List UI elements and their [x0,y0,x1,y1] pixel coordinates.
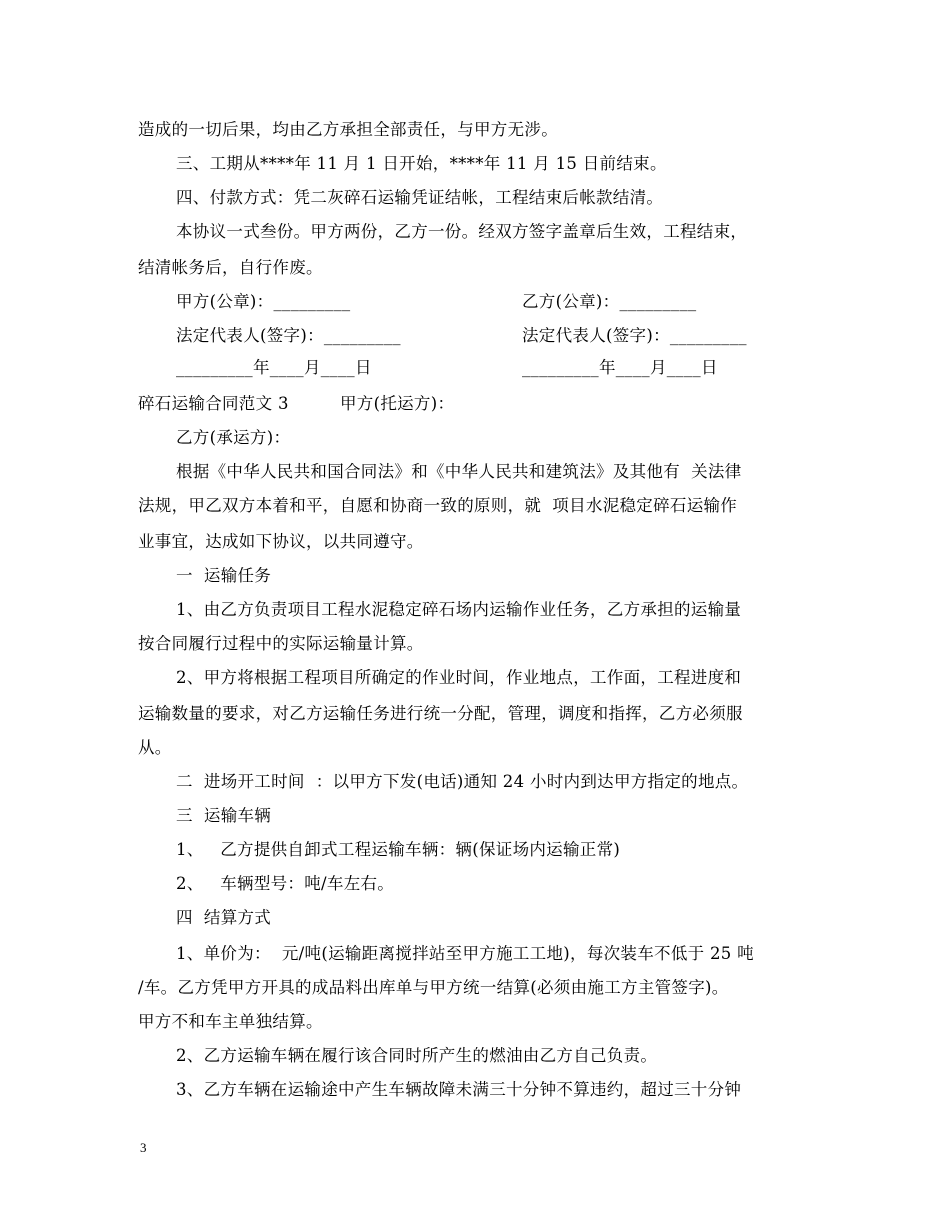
text-line: 本协议一式叁份。甲方两份，乙方一份。经双方签字盖章后生效，工程结束， [176,222,748,241]
text-line: 2、甲方将根据工程项目所确定的作业时间，作业地点，工作面，工程进度和 [176,668,742,687]
text-line: 运输数量的要求，对乙方运输任务进行统一分配，管理，调度和指挥，乙方必须服 [138,704,743,723]
party-a-date: _________年____月____日 [176,358,372,377]
section-heading: 二 进场开工时间 ：以甲方下发(电话)通知 24 小时内到达甲方指定的地点。 [176,772,749,791]
text-line: 结清帐务后，自行作废。 [138,258,323,277]
text-line: 3、乙方车辆在运输途中产生车辆故障未满三十分钟不算违约，超过三十分钟 [176,1080,742,1099]
text-line: 1、 乙方提供自卸式工程运输车辆：辆(保证场内运输正常) [176,840,621,859]
text-line: 从。 [138,738,172,757]
text-line: 造成的一切后果，均由乙方承担全部责任，与甲方无涉。 [138,120,558,139]
party-a-label: 甲方(托运方)： [340,394,455,413]
party-b-date: _________年____月____日 [522,358,718,377]
text-line: 2、乙方运输车辆在履行该合同时所产生的燃油由乙方自己负责。 [176,1046,658,1065]
party-b-seal: 乙方(公章)：_________ [522,292,697,311]
text-line: 四、付款方式：凭二灰碎石运输凭证结帐，工程结束后帐款结清。 [176,188,664,207]
section-heading: 一 运输任务 [176,566,272,585]
text-line: 法规，甲乙双方本着和平，自愿和协商一致的原则，就 项目水泥稳定碎石运输作 [138,496,738,515]
party-a-seal: 甲方(公章)：_________ [176,292,351,311]
section-title: 碎石运输合同范文 3 [138,394,289,413]
page-number: 3 [140,1140,147,1155]
text-line: 三、工期从****年 11 月 1 日开始，****年 11 月 15 日前结束。 [176,154,667,173]
section-heading: 四 结算方式 [176,908,272,927]
text-line: 2、 车辆型号：吨/车左右。 [176,874,395,893]
party-a-representative: 法定代表人(签字)：_________ [176,326,401,345]
text-line: 1、单价为： 元/吨(运输距离搅拌站至甲方施工工地)，每次装车不低于 25 吨 [176,944,754,963]
text-line: 1、由乙方负责项目工程水泥稳定碎石场内运输作业任务，乙方承担的运输量 [176,600,742,619]
section-heading: 三 运输车辆 [176,806,272,825]
text-line: 业事宜，达成如下协议，以共同遵守。 [138,532,424,551]
text-line: 根据《中华人民共和国合同法》和《中华人民共和建筑法》及其他有 关法律 [176,462,742,481]
text-line: 按合同履行过程中的实际运输量计算。 [138,634,424,653]
text-line: 乙方(承运方)： [176,428,291,447]
text-line: 甲方不和车主单独结算。 [138,1012,323,1031]
party-b-representative: 法定代表人(签字)：_________ [522,326,747,345]
text-line: /车。乙方凭甲方开具的成品料出库单与甲方统一结算(必须由施工方主管签字)。 [138,978,729,997]
